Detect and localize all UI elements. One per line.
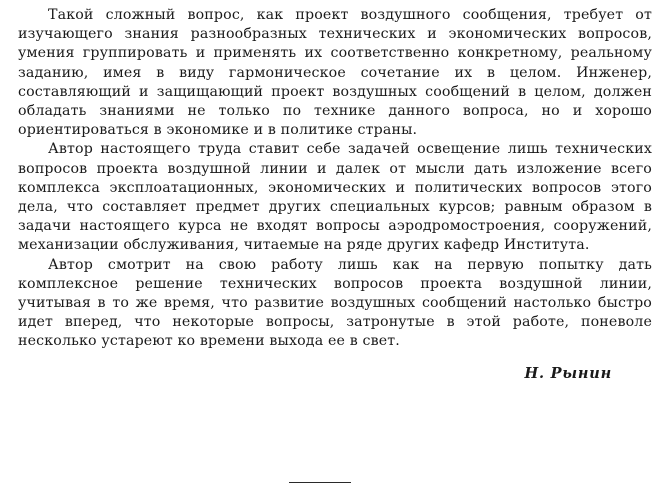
paragraph-1: Такой сложный вопрос, как проект воздушного сообщения, требует от изучающего знания разнообразных технических и экономических вопросов, умения группировать и применять их соответственно конкретному, реальному заданию, имея в виду гармоническое сочетание их в целом. Инженер, составляющий и защищающий проект воздушных сообщений в целом, должен обладать знаниями не только по технике данного вопроса, но и хорошо ориентироваться в экономике и в политике страны. [18,7,652,139]
paragraph-3: Автор смотрит на свою работу лишь как на первую попытку дать комплексное решение технических вопросов проекта воздушной линии, учитывая в то же время, что развитие воздушных сообщений настолько быстро идет вперед, что некоторые вопросы, затронутые в этой работе, поневоле несколько устареют ко времени выхода ее в свет. [18,256,652,350]
closing-rule [289,482,351,483]
paragraph-2: Автор настоящего труда ставит себе задачей освещение лишь технических вопросов проекта воздушной линии и далек от мысли дать изложение всего комплекса эксплоатационных, экономических и политических вопросов этого дела, что составляет предмет других специальных курсов; равным образом в задачи настоящего курса не входят вопросы аэродромостроения, сооружений, механизации обслуживания, читаемые на ряде других кафедр Института. [18,141,652,254]
document-page [18,6,652,494]
author-signature: Н. Рынин [524,364,612,382]
